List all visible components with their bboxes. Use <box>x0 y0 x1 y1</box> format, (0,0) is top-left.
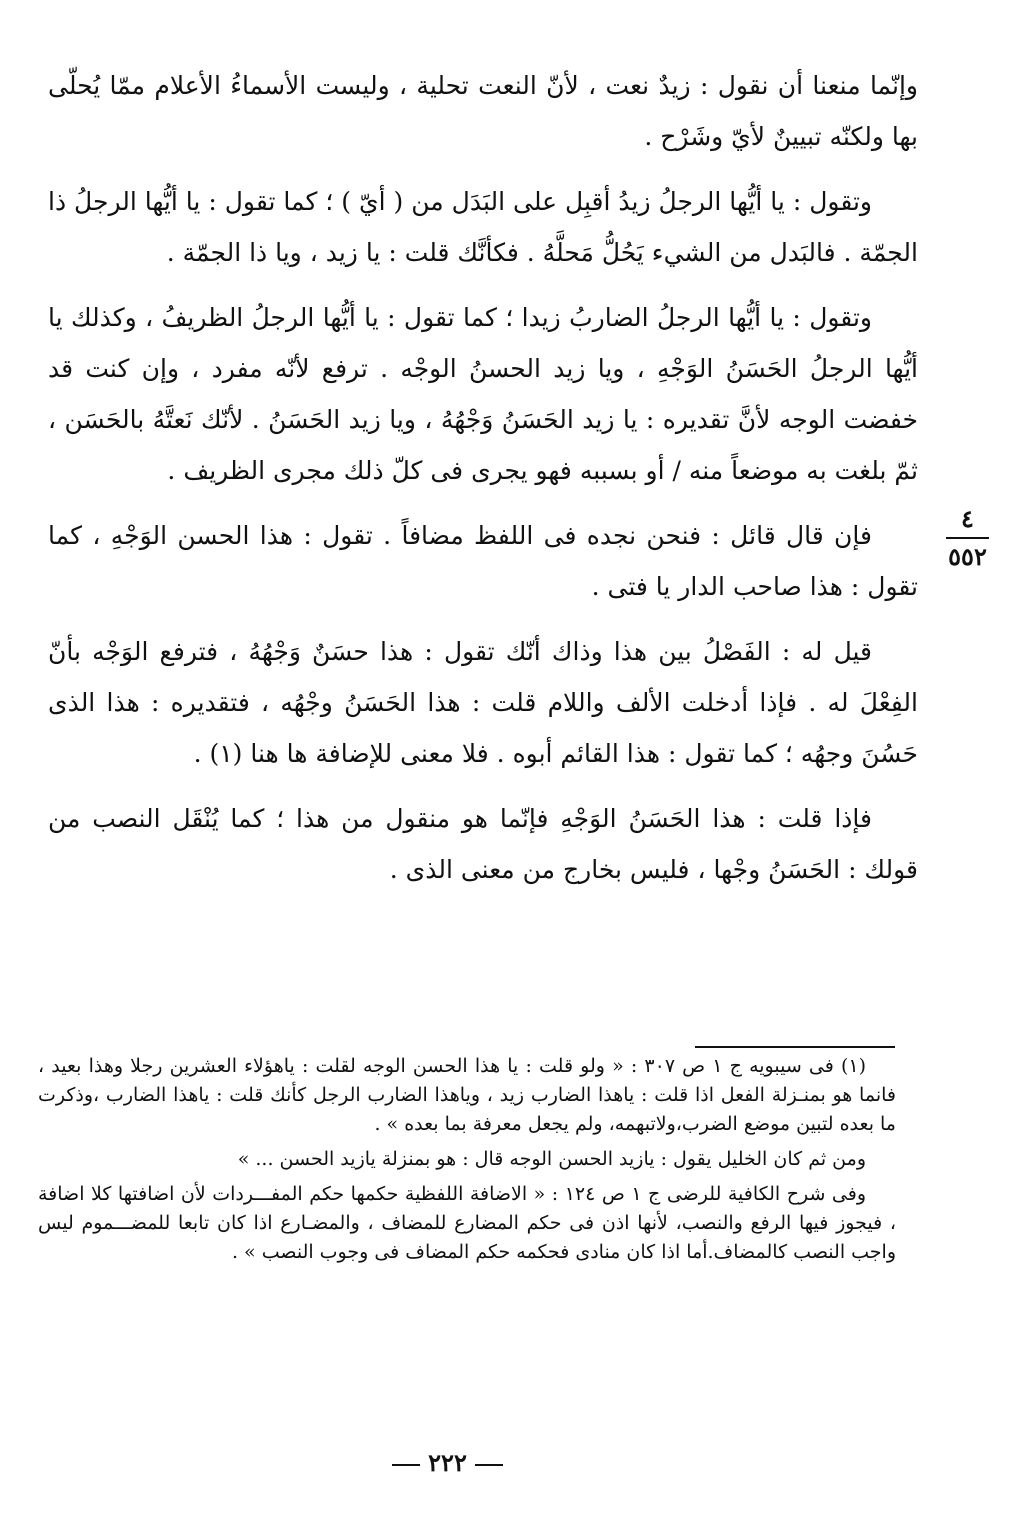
margin-volume: ٤ <box>961 504 974 533</box>
page-number-value: ٢٢٢ <box>428 1448 467 1477</box>
main-text <box>48 60 918 909</box>
paragraph: وتقول : يا أيُّها الرجلُ الضاربُ زيدا ؛ كما تقول : يا أيُّها الرجلُ الظريفُ ، وكذلك يا أيُّها الرجلُ الحَسَنُ الوَجْهِ ، ويا زيد الحسنُ الوجْه . ترفع لأنّه مفرد ، وإن كنت قد خفضت الوجه لأنَّ تقديره : يا زيد الحَسَنُ وَجْهُهُ ، ويا زيد الحَسَنُ . لأنّك نَعتَّهُ بالحَسَن ، ثمّ بلغت به موضعاً منه / أو بسببه فهو يجرى فى كلّ ذلك مجرى الظريف . <box>48 303 918 485</box>
paragraph: فإذا قلت : هذا الحَسَنُ الوَجْهِ فإنّما هو منقول من هذا ؛ كما يُنْقَل النصب من قولك : الحَسَنُ وجْها ، فليس بخارج من معنى الذى . <box>48 804 918 884</box>
paragraph: وتقول : يا أيُّها الرجلُ زيدُ أقبِل على البَدَل من ( أيّ ) ؛ كما تقول : يا أيُّها الرجلُ ذا الجمّة . فالبَدل من الشيء يَحُلُّ مَحلَّهُ . فكأنَّك قلت : يا زيد ، ويا ذا الجمّة . <box>48 187 918 267</box>
paragraph: قيل له : الفَصْلُ بين هذا وذاك أنّك تقول : هذا حسَنٌ وَجْهُهُ ، فترفع الوَجْه بأنّ الفِعْلَ له . فإذا أدخلت الألف واللام قلت : هذا الحَسَنُ وجْهُه ، فتقديره : هذا الذى حَسُنَ وجهُه ؛ كما تقول : هذا القائم أبوه . فلا معنى للإضافة ها هنا (١) . <box>48 637 918 768</box>
margin-reference <box>940 505 995 571</box>
page-number <box>0 1448 895 1477</box>
paragraph: وإنّما منعنا أن نقول : زيدٌ نعت ، لأنّ النعت تحلية ، وليست الأسماءُ الأعلام ممّا يُحلّى بها ولكنّه تبيينٌ لأيّ وشَرْح . <box>48 71 918 151</box>
footnote: ومن ثم كان الخليل يقول : يازيد الحسن الوجه قال : هو بمنزلة يازيد الحسن ... » <box>237 1148 866 1170</box>
footnote: (١) فى سيبويه ج ١ ص ٣٠٧ : « ولو قلت : يا هذا الحسن الوجه لقلت : ياهؤلاء العشرين رجلا وهذا بعيد ، فانما هو بمنـزلة الفعل اذا قلت : ياهذا الضارب زيد ، وياهذا الضارب الرجل كأنك قلت : ياهذا الضارب ،وذكرت ما بعده لتبين موضع الضرب،ولاتبهمه، ولم يجعل معرفة بما بعده » . <box>38 1055 896 1135</box>
page-number-dash <box>475 1464 503 1466</box>
margin-divider <box>946 537 989 539</box>
footnote-separator <box>695 1046 895 1048</box>
margin-page: ٥٥٢ <box>948 542 987 571</box>
footnote: وفى شرح الكافية للرضى ج ١ ص ١٢٤ : « الاضافة اللفظية حكمها حكم المفـــردات لأن اضافتها كلا اضافة ، فيجوز فيها الرفع والنصب، لأنها اذن فى حكم المضارع للمضاف ، والمضـارع اذا كان تابعا للمضـــموم ليس واجب النصب كالمضاف.أما اذا كان منادى فحكمه حكم المضاف فى وجوب النصب » . <box>38 1183 896 1263</box>
paragraph: فإن قال قائل : فنحن نجده فى اللفظ مضافاً . تقول : هذا الحسن الوَجْهِ ، كما تقول : هذا صاحب الدار يا فتى . <box>48 521 918 601</box>
footnotes <box>38 1052 896 1273</box>
page-number-dash <box>392 1464 420 1466</box>
